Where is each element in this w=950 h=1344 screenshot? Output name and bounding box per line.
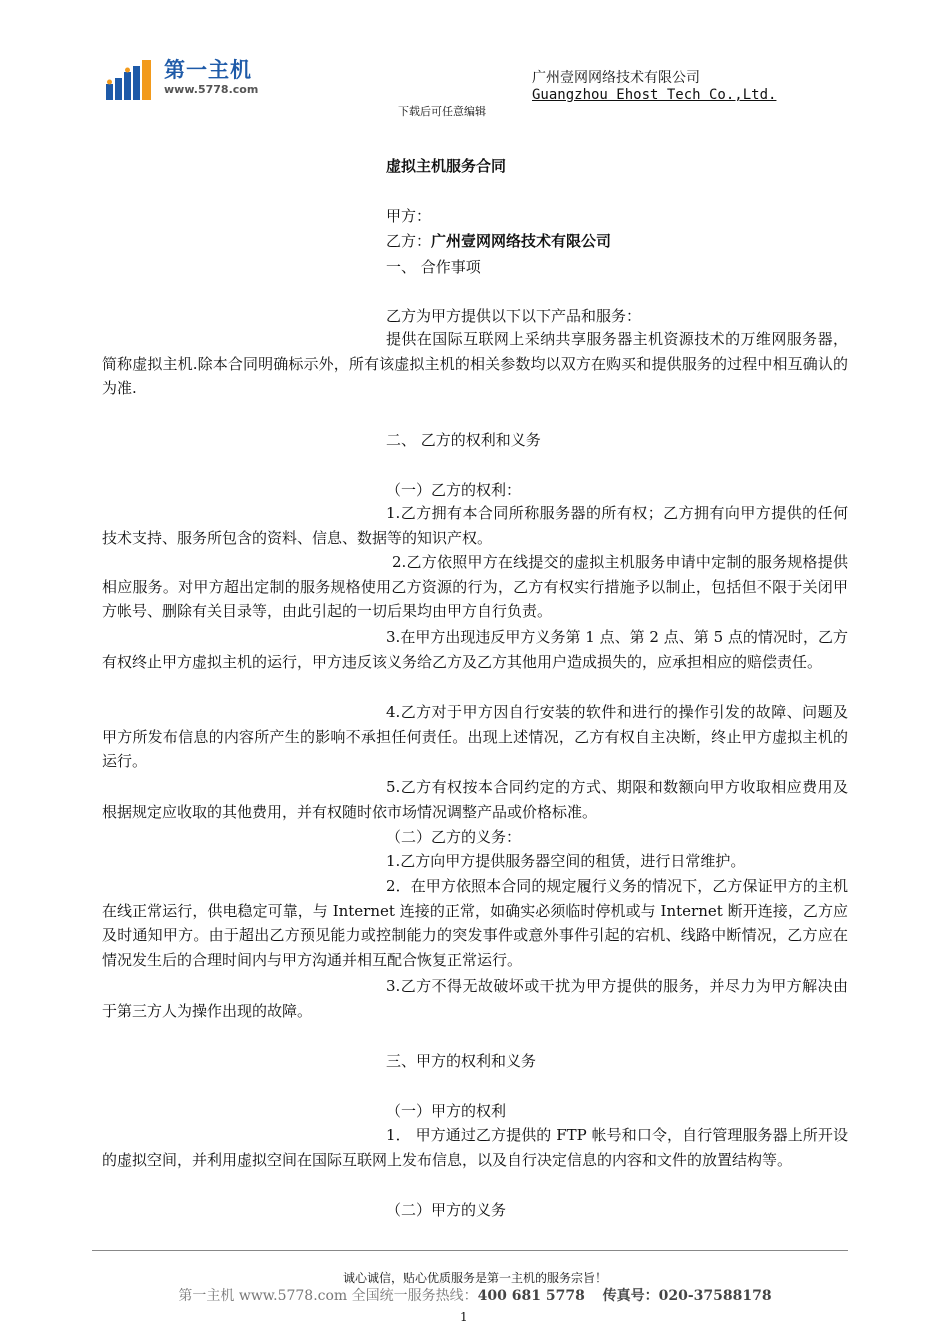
footer-divider [92,1250,848,1251]
duty-item-1: 1.乙方向甲方提供服务器空间的租赁，进行日常维护。 [386,852,746,870]
right-item-3: 3.在甲方出现违反甲方义务第 1 点、第 2 点、第 5 点的情况时，乙方有权终止甲方虚拟主机的运行，甲方违反该义务给乙方及乙方其他用户造成损失的，应承担相应的赔偿责任。 [102,628,848,671]
section-1-body: 提供在国际互联网上采纳共享服务器主机资源技术的万维网服务器，简称虚拟主机.除本合同明确标示外，所有该虚拟主机的相关参数均以双方在购买和提供服务的过程中相互确认的为准. [102,330,848,398]
right-item-2: 2.乙方依照甲方在线提交的虚拟主机服务申请中定制的服务规格提供相应服务。对甲方超出定制的服务规格使用乙方资源的行为，乙方有权实行措施予以制止，包括但不限于关闭甲方帐号、删除有关目录等，由此引起的一切后果均由甲方自行负责。 [102,553,848,621]
download-note: 下载后可任意编辑 [398,105,486,118]
page-number: 1 [460,1310,468,1324]
company-name-cn: 广州壹网网络技术有限公司 [532,70,700,86]
section-1-heading: 一、 合作事项 [386,258,481,276]
logo-name: 第一主机 [164,58,252,82]
party-a: 甲方： [386,207,432,225]
section-3-heading: 三、甲方的权利和义务 [386,1052,537,1070]
footer-fax-label: 传真号： [602,1288,659,1304]
right-item-1: 1.乙方拥有本合同所称服务器的所有权；乙方拥有向甲方提供的任何技术支持、服务所包含的资料、信息、数据等的知识产权。 [102,504,848,547]
right-item-5: 5.乙方有权按本合同约定的方式、期限和数额向甲方收取相应费用及根据规定应收取的其他费用，并有权随时依市场情况调整产品或价格标准。 [102,778,848,821]
company-logo [106,52,276,102]
section-3-rights-heading: （一）甲方的权利 [386,1102,507,1120]
duty-item-2: 2．在甲方依照本合同的规定履行义务的情况下，乙方保证甲方的主机在线正常运行，供电稳定可靠，与 Internet 连接的正常，如确实必须临时停机或与 Internet 断开连接，乙方应及时通知甲方。由于超出乙方预见能力或控制能力的突发事件或意外事件引起的宕机、线路中断情况，乙方应在情况发生后的合理时间内与甲方沟通并相互配合恢复正常运行。 [102,877,848,969]
section-2-heading: 二、 乙方的权利和义务 [386,431,541,449]
section-1-intro: 乙方为甲方提供以下以下产品和服务： [386,307,642,325]
party-b [386,230,611,251]
footer-hotline: 400 681 5778 [477,1288,585,1304]
logo-bars-icon [106,58,156,102]
company-name-en: Guangzhou Ehost Tech Co.,Ltd. [532,87,777,103]
footer-contact-prefix: 第一主机 www.5778.com 全国统一服务热线： [178,1288,478,1304]
section-2-duties-heading: （二）乙方的义务： [386,828,522,846]
section-2-rights-heading: （一）乙方的权利： [386,481,522,499]
logo-url: www.5778.com [164,83,259,96]
party-b-label: 乙方： [386,232,432,250]
document-title: 虚拟主机服务合同 [386,157,507,175]
footer-contact [0,1285,950,1305]
party-b-name: 广州壹网网络技术有限公司 [431,232,612,250]
footer-fax: 020-37588178 [658,1288,772,1304]
section-3-duties-heading: （二）甲方的义务 [386,1201,507,1219]
party-a-right-item-1: 1． 甲方通过乙方提供的 FTP 帐号和口令，自行管理服务器上所开设的虚拟空间，并利用虚拟空间在国际互联网上发布信息，以及自行决定信息的内容和文件的放置结构等。 [102,1126,848,1169]
right-item-4: 4.乙方对于甲方因自行安装的软件和进行的操作引发的故障、问题及甲方所发布信息的内容所产生的影响不承担任何责任。出现上述情况，乙方有权自主决断，终止甲方虚拟主机的运行。 [102,703,848,771]
duty-item-3: 3.乙方不得无故破坏或干扰为甲方提供的服务，并尽力为甲方解决由于第三方人为操作出现的故障。 [102,977,848,1020]
footer-slogan: 诚心诚信，贴心优质服务是第一主机的服务宗旨！ [342,1271,607,1285]
